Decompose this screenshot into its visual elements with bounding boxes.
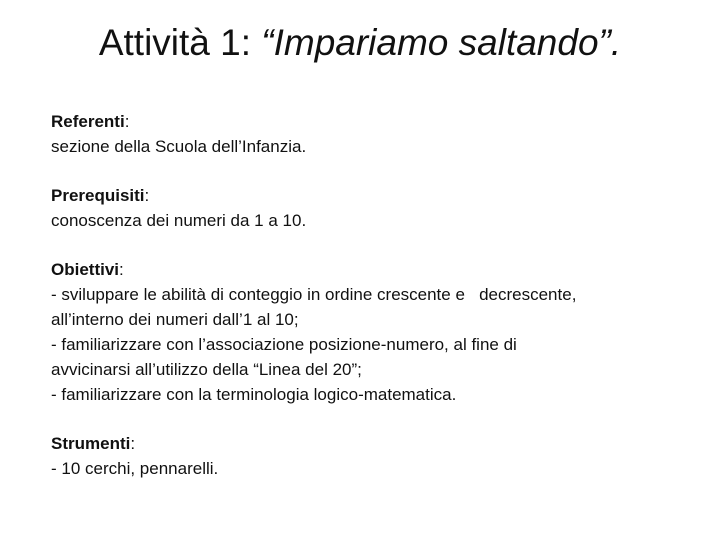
slide-content [51, 109, 691, 481]
section-line: - familiarizzare con l’associazione posizione-numero, al fine di [51, 335, 517, 354]
section-heading: Strumenti [51, 434, 131, 453]
section-line: conoscenza dei numeri da 1 a 10. [51, 211, 307, 230]
section-line: - sviluppare le abilità di conteggio in ordine crescente e decrescente, [51, 285, 577, 304]
section-heading-line [51, 431, 691, 456]
section-line: all’interno dei numeri dall’1 al 10; [51, 310, 299, 329]
section-obiettivi [51, 257, 691, 407]
section-heading: Obiettivi [51, 260, 120, 279]
section-heading-line [51, 257, 691, 282]
title-plain: Attività 1: [98, 22, 262, 63]
section-line: - familiarizzare con la terminologia logico-matematica. [51, 385, 457, 404]
slide-title [0, 18, 720, 68]
section-heading-line [51, 109, 691, 134]
title-italic: “Impariamo saltando”. [261, 22, 622, 63]
section-prerequisiti [51, 183, 691, 233]
section-strumenti [51, 431, 691, 481]
heading-colon: : [144, 186, 150, 205]
heading-colon: : [124, 112, 130, 131]
heading-colon: : [119, 260, 124, 279]
section-heading-line [51, 183, 691, 208]
heading-colon: : [130, 434, 136, 453]
section-heading: Prerequisiti [51, 186, 145, 205]
section-heading: Referenti [51, 112, 125, 131]
section-line: - 10 cerchi, pennarelli. [51, 459, 219, 478]
section-line: avvicinarsi all’utilizzo della “Linea del 20”; [51, 360, 362, 379]
section-referenti [51, 109, 691, 159]
section-line: sezione della Scuola dell’Infanzia. [51, 137, 307, 156]
